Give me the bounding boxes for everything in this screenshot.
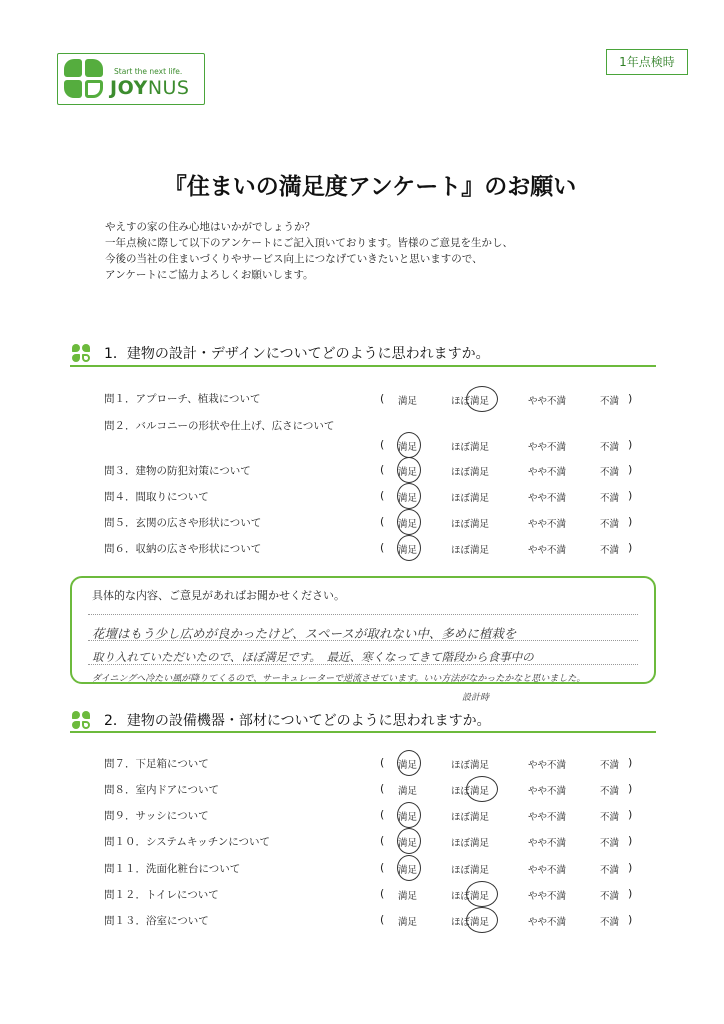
answer-option[interactable]: ほぼ満足	[451, 786, 490, 797]
answer-option[interactable]: 不満	[600, 917, 620, 928]
answer-option[interactable]: 満足	[398, 891, 418, 902]
answer-option[interactable]: ほぼ満足	[451, 519, 490, 530]
page-title: 『住まいの満足度アンケート』のお願い	[163, 174, 577, 200]
answer-option[interactable]: ほぼ満足	[451, 396, 490, 407]
paren-open: (	[380, 392, 385, 405]
answer-option[interactable]: 不満	[600, 467, 620, 478]
answer-option[interactable]: やや不満	[528, 545, 567, 556]
question-label: 問１１．洗面化粧台について	[104, 863, 241, 875]
answer-option[interactable]: 不満	[600, 493, 620, 504]
section-divider	[70, 365, 656, 367]
answer-option[interactable]: 満足	[398, 865, 418, 876]
answer-option[interactable]: 不満	[600, 545, 620, 556]
question-label: 問１０．システムキッチンについて	[104, 836, 271, 848]
answer-option[interactable]: 満足	[398, 786, 418, 797]
paren-open: (	[380, 834, 385, 847]
selected-answer-circle	[397, 750, 421, 776]
question-label: 問７．下足箱について	[104, 758, 209, 770]
inspection-badge: 1年点検時	[606, 49, 688, 75]
answer-option[interactable]: ほぼ満足	[451, 891, 490, 902]
section-heading: 2．建物の設備機器・部材についてどのように思われますか。	[104, 713, 491, 729]
answer-option[interactable]: 不満	[600, 812, 620, 823]
paren-close: )	[628, 541, 633, 554]
selected-answer-circle	[397, 509, 421, 535]
answer-option[interactable]: ほぼ満足	[451, 812, 490, 823]
paren-open: (	[380, 515, 385, 528]
paren-close: )	[628, 808, 633, 821]
answer-option[interactable]: ほぼ満足	[451, 493, 490, 504]
clover-icon	[64, 59, 104, 99]
intro-line: やえすの家の住み心地はいかがでしょうか？	[105, 221, 315, 233]
paren-close: )	[628, 515, 633, 528]
question-label: 問６．収納の広さや形状について	[104, 543, 262, 555]
question-label: 問４．間取りについて	[104, 491, 209, 503]
dotted-rule	[88, 614, 638, 615]
question-label: 問５．玄関の広さや形状について	[104, 517, 262, 529]
answer-option[interactable]: 満足	[398, 838, 418, 849]
joynus-logo	[57, 53, 205, 105]
answer-option[interactable]: 満足	[398, 467, 418, 478]
paren-open: (	[380, 861, 385, 874]
question-label: 問１３．浴室について	[104, 915, 209, 927]
clover-icon	[72, 711, 90, 729]
paren-close: )	[628, 392, 633, 405]
selected-answer-circle	[397, 828, 421, 854]
answer-option[interactable]: ほぼ満足	[451, 865, 490, 876]
answer-option[interactable]: ほぼ満足	[451, 467, 490, 478]
answer-option[interactable]: 満足	[398, 519, 418, 530]
answer-option[interactable]: 満足	[398, 396, 418, 407]
handwritten-comment-line: 花壇はもう少し広めが良かったけど、スペースが取れない中、多めに植栽を	[92, 626, 517, 641]
selected-answer-circle	[397, 802, 421, 828]
comment-label: 具体的な内容、ご意見があればお聞かせください。	[92, 589, 345, 602]
answer-option[interactable]: やや不満	[528, 838, 567, 849]
answer-option[interactable]: 満足	[398, 812, 418, 823]
paren-close: )	[628, 861, 633, 874]
selected-answer-circle	[466, 881, 498, 907]
question-label: 問９．サッシについて	[104, 810, 209, 822]
paren-close: )	[628, 463, 633, 476]
answer-option[interactable]: やや不満	[528, 812, 567, 823]
answer-option[interactable]: 不満	[600, 442, 620, 453]
logo-tagline: Start the next life.	[114, 67, 183, 76]
selected-answer-circle	[397, 855, 421, 881]
answer-option[interactable]: やや不満	[528, 467, 567, 478]
clover-icon	[72, 344, 90, 362]
answer-option[interactable]: 満足	[398, 545, 418, 556]
answer-option[interactable]: ほぼ満足	[451, 545, 490, 556]
selected-answer-circle	[466, 386, 498, 412]
answer-option[interactable]: 不満	[600, 786, 620, 797]
answer-option[interactable]: やや不満	[528, 786, 567, 797]
answer-option[interactable]: 不満	[600, 519, 620, 530]
handwritten-comment-line: ダイニングへ冷たい風が降りてくるので、サーキュレーターで逆流させています。いい方法がなかったかなと思いました。	[92, 674, 586, 684]
paren-open: (	[380, 782, 385, 795]
answer-option[interactable]: ほぼ満足	[451, 838, 490, 849]
paren-close: )	[628, 834, 633, 847]
question-label: 問８．室内ドアについて	[104, 784, 219, 796]
answer-option[interactable]: やや不満	[528, 891, 567, 902]
question-label: 問１．アプローチ、植栽について	[104, 393, 261, 405]
answer-option[interactable]: やや不満	[528, 519, 567, 530]
paren-open: (	[380, 808, 385, 821]
intro-line: 一年点検に際して以下のアンケートにご記入頂いております。皆様のご意見を生かし、	[105, 237, 514, 249]
question-label: 問２．バルコニーの形状や仕上げ、広さについて	[104, 420, 335, 432]
section-divider	[70, 731, 656, 733]
answer-option[interactable]: 不満	[600, 760, 620, 771]
intro-line: アンケートにご協力よろしくお願いします。	[105, 269, 314, 281]
section-heading: 1．建物の設計・デザインについてどのように思われますか。	[104, 346, 490, 362]
answer-option[interactable]: やや不満	[528, 396, 567, 407]
selected-answer-circle	[466, 776, 498, 802]
logo-brand: JOYNUS	[110, 77, 190, 99]
intro-line: 今後の当社の住まいづくりやサービス向上につなげていきたいと思いますので、	[105, 253, 483, 265]
answer-option[interactable]: ほぼ満足	[451, 917, 490, 928]
paren-open: (	[380, 756, 385, 769]
answer-option[interactable]: 満足	[398, 917, 418, 928]
answer-option[interactable]: ほぼ満足	[451, 760, 490, 771]
paren-open: (	[380, 541, 385, 554]
paren-close: )	[628, 782, 633, 795]
question-label: 問１２．トイレについて	[104, 889, 219, 901]
selected-answer-circle	[397, 432, 421, 458]
answer-option[interactable]: 不満	[600, 838, 620, 849]
question-label: 問３．建物の防犯対策について	[104, 465, 251, 477]
answer-option[interactable]: 満足	[398, 442, 418, 453]
paren-close: )	[628, 887, 633, 900]
selected-answer-circle	[397, 483, 421, 509]
selected-answer-circle	[397, 535, 421, 561]
answer-option[interactable]: やや不満	[528, 493, 567, 504]
answer-option[interactable]: 不満	[600, 865, 620, 876]
handwritten-comment-line: 取り入れていただいたので、ほぼ満足です。 最近、寒くなってきて階段から食事中の	[92, 650, 534, 664]
answer-option[interactable]: やや不満	[528, 865, 567, 876]
paren-close: )	[628, 438, 633, 451]
paren-close: )	[628, 489, 633, 502]
answer-option[interactable]: やや不満	[528, 442, 567, 453]
answer-option[interactable]: 不満	[600, 891, 620, 902]
paren-close: )	[628, 913, 633, 926]
answer-option[interactable]: 満足	[398, 493, 418, 504]
answer-option[interactable]: やや不満	[528, 917, 567, 928]
answer-option[interactable]: やや不満	[528, 760, 567, 771]
intro-text	[105, 219, 513, 283]
selected-answer-circle	[466, 907, 498, 933]
paren-open: (	[380, 463, 385, 476]
answer-option[interactable]: ほぼ満足	[451, 442, 490, 453]
paren-open: (	[380, 438, 385, 451]
handwritten-annotation: 設計時	[462, 693, 490, 703]
answer-option[interactable]: 満足	[398, 760, 418, 771]
paren-open: (	[380, 913, 385, 926]
paren-close: )	[628, 756, 633, 769]
paren-open: (	[380, 489, 385, 502]
paren-open: (	[380, 887, 385, 900]
selected-answer-circle	[397, 457, 421, 483]
answer-option[interactable]: 不満	[600, 396, 620, 407]
